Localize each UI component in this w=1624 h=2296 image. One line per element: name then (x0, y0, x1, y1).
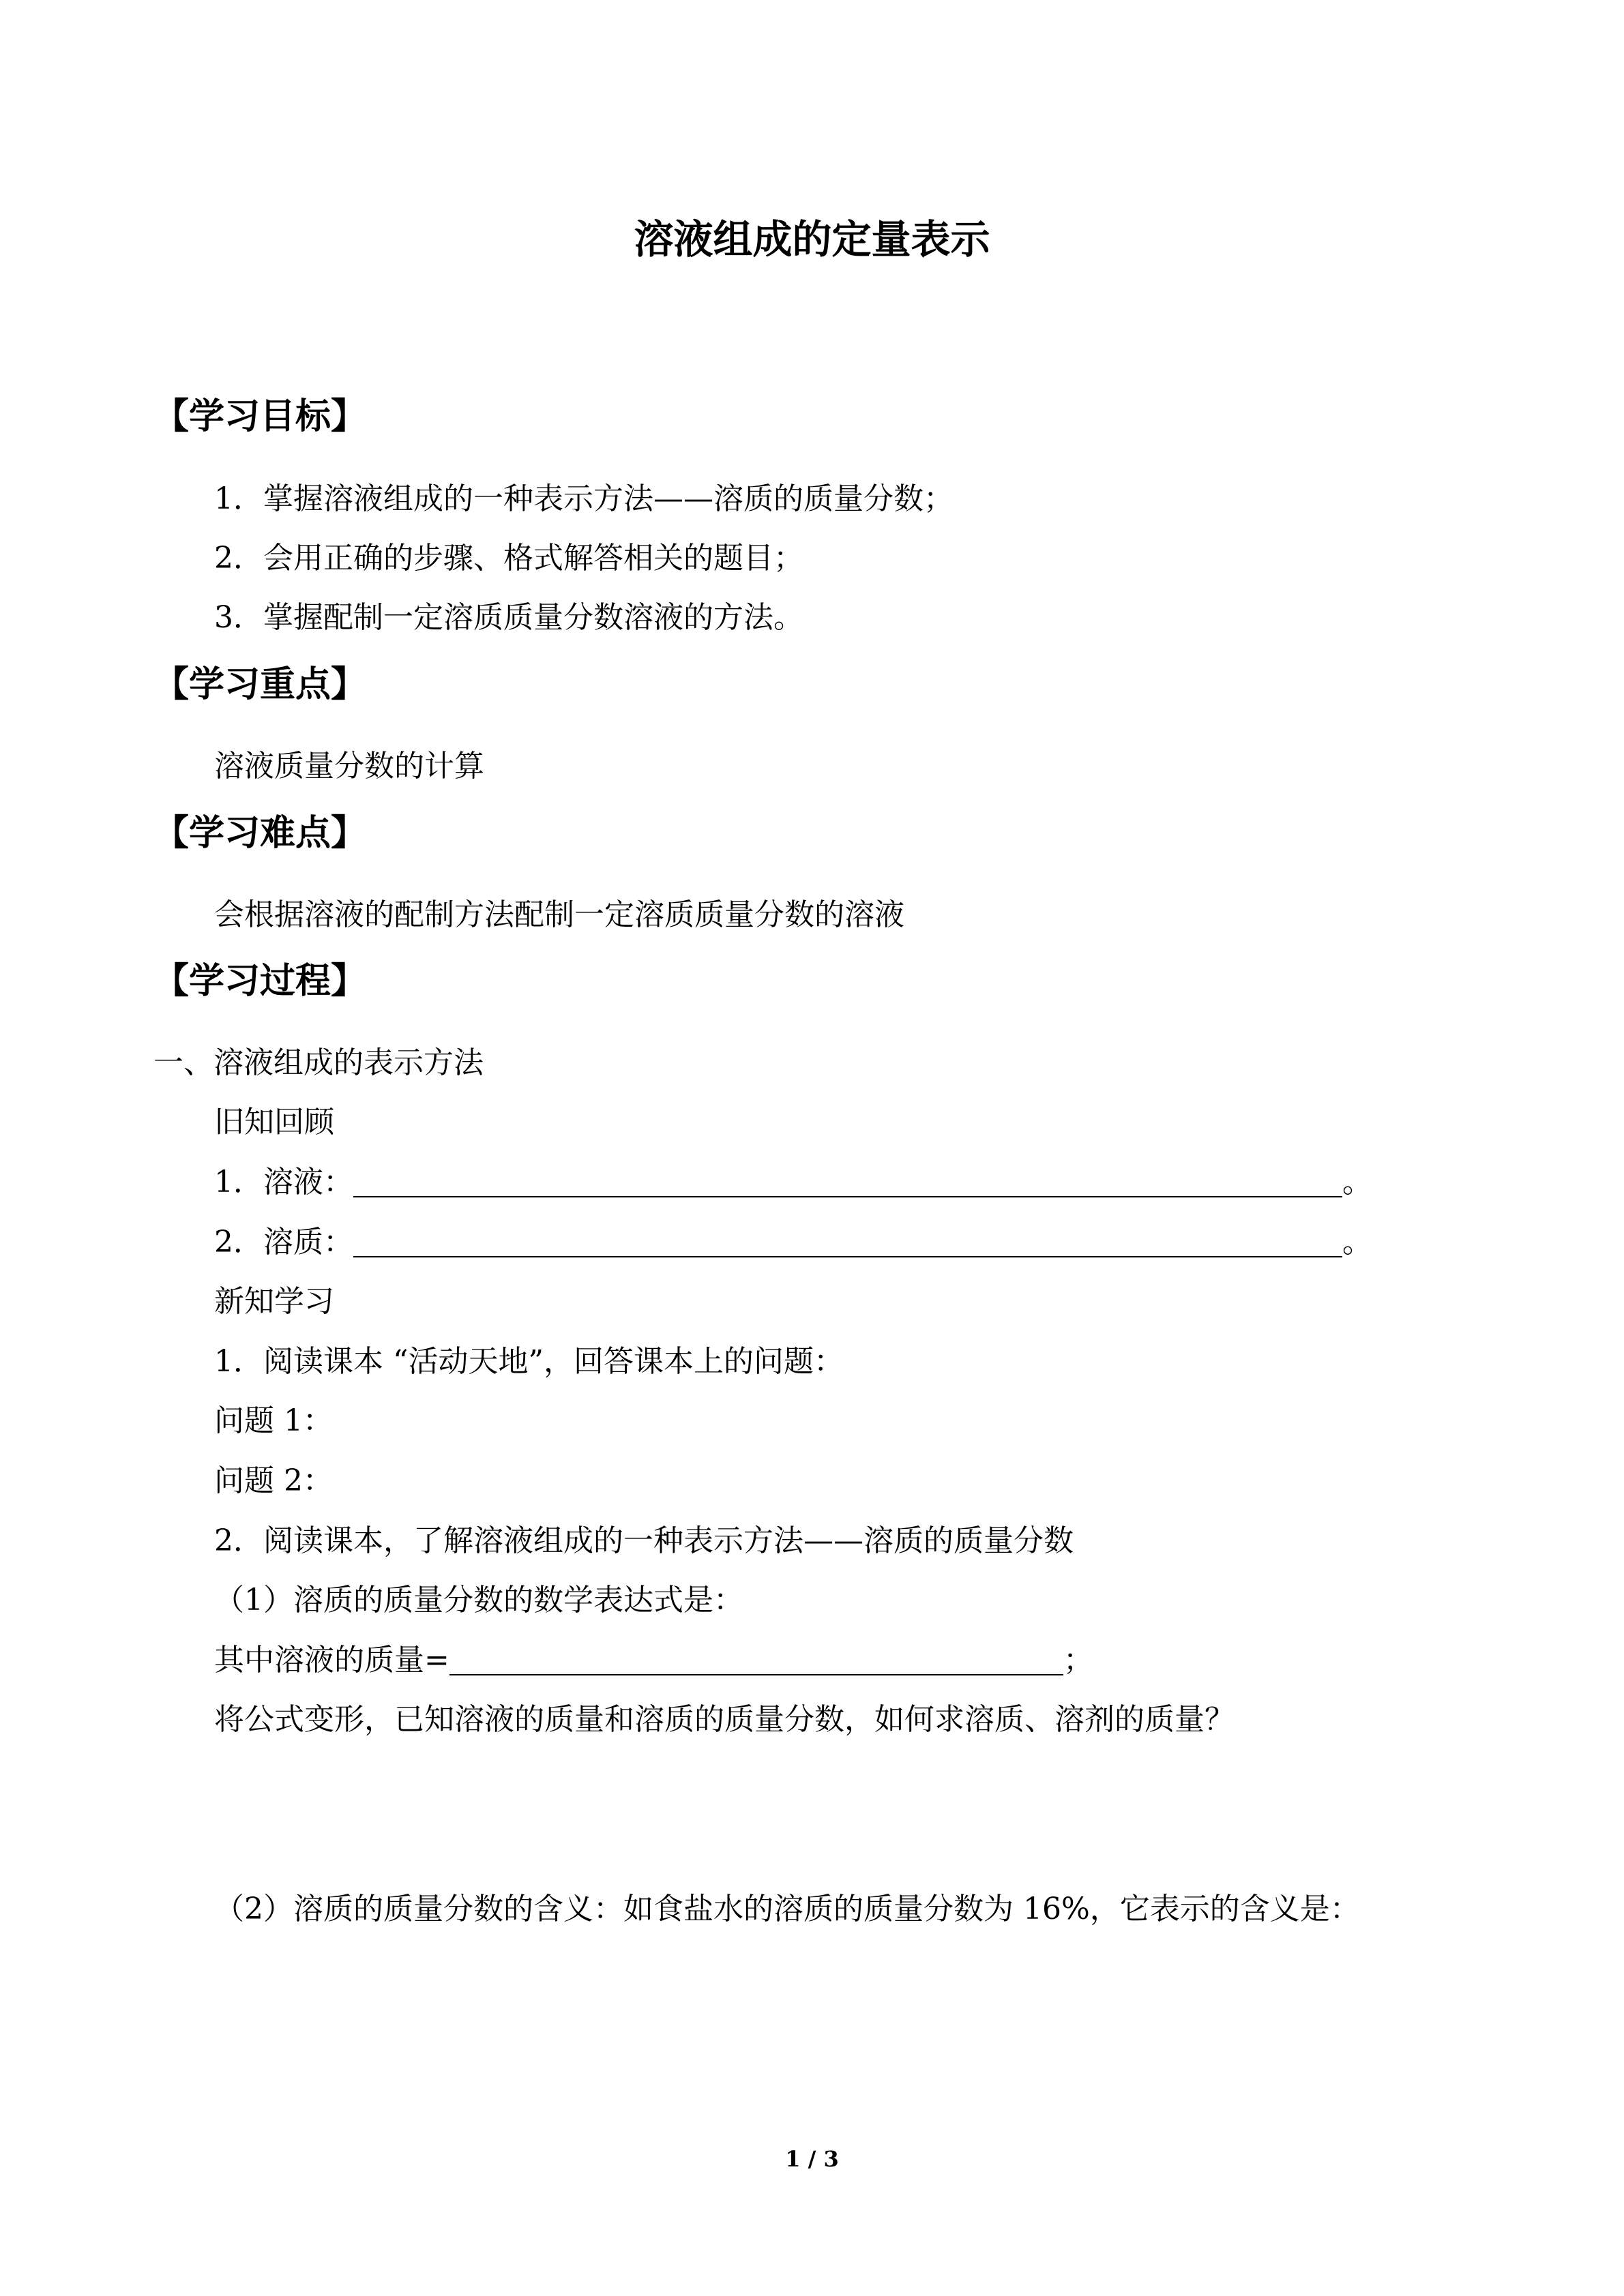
review-label: 旧知回顾 (214, 1105, 334, 1139)
step-1: 1．阅读课本 “活动天地”，回答课本上的问题： (214, 1344, 844, 1379)
end-mark: 。 (1342, 1165, 1372, 1199)
sub-question-1: （1）溶质的质量分数的数学表达式是： (214, 1583, 743, 1617)
page-number: 1 / 3 (785, 2146, 839, 2172)
page-title: 溶液组成的定量表示 (634, 216, 990, 263)
heading-learning-process: 【学习过程】 (153, 961, 367, 1002)
review-question-1-label: 1．溶液： (214, 1165, 353, 1199)
semicolon: ； (1063, 1643, 1093, 1678)
solution-mass-label: 其中溶液的质量= (214, 1643, 449, 1678)
solution-mass-line (214, 1643, 1093, 1678)
goal-item-2: 2．会用正确的步骤、格式解答相关的题目； (214, 541, 803, 576)
heading-difficulties: 【学习难点】 (153, 813, 367, 854)
sub-question-2: （2）溶质的质量分数的含义：如食盐水的溶质的质量分数为 16%，它表示的含义是： (214, 1892, 1360, 1926)
review-question-1 (214, 1167, 1372, 1197)
question-2: 问题 2： (214, 1463, 333, 1498)
goal-item-3: 3．掌握配制一定溶质质量分数溶液的方法。 (214, 600, 803, 635)
goal-item-1: 1．掌握溶液组成的一种表示方法——溶质的质量分数； (214, 481, 954, 516)
difficulties-text: 会根据溶液的配制方法配制一定溶质质量分数的溶液 (214, 897, 904, 932)
review-question-2-label: 2．溶质： (214, 1225, 353, 1259)
answer-blank-solution-mass[interactable] (449, 1647, 1063, 1675)
new-learning-label: 新知学习 (214, 1284, 334, 1319)
answer-blank-solute[interactable] (353, 1229, 1342, 1257)
key-points-text: 溶液质量分数的计算 (214, 749, 484, 784)
question-1: 问题 1： (214, 1403, 333, 1438)
review-question-2 (214, 1227, 1372, 1257)
heading-learning-goals: 【学习目标】 (153, 396, 367, 437)
step-2: 2．阅读课本，了解溶液组成的一种表示方法——溶质的质量分数 (214, 1523, 1074, 1558)
answer-blank-solution[interactable] (353, 1169, 1342, 1197)
part1-title: 一、溶液组成的表示方法 (153, 1045, 484, 1080)
transform-question: 将公式变形，已知溶液的质量和溶质的质量分数，如何求溶质、溶剂的质量？ (214, 1702, 1235, 1737)
heading-key-points: 【学习重点】 (153, 664, 367, 705)
end-mark: 。 (1342, 1225, 1372, 1259)
